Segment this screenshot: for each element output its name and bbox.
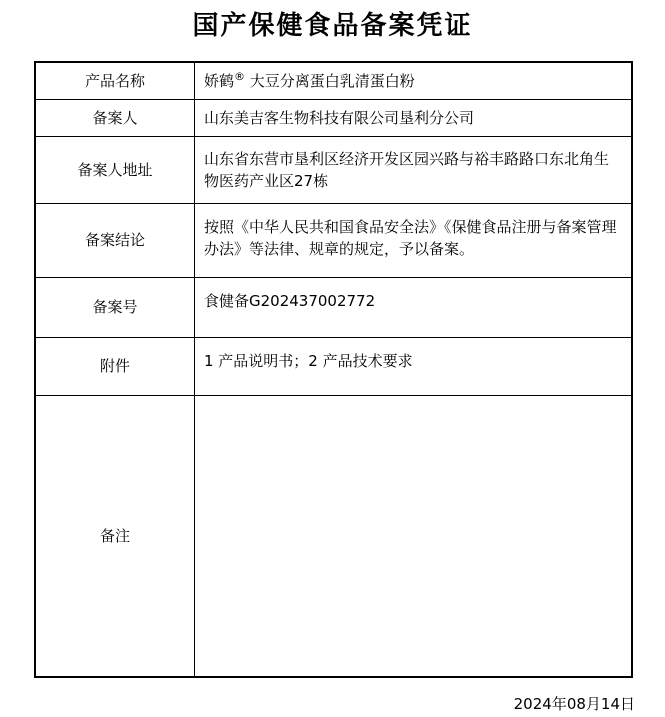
filer-address-label: 备案人地址 [35, 136, 195, 203]
issue-date: 2024年08月14日 [513, 695, 635, 713]
remarks-value [195, 395, 633, 677]
product-name-label: 产品名称 [35, 62, 195, 99]
filing-number-label: 备案号 [35, 277, 195, 337]
filing-number-value: 食健备G202437002772 [195, 277, 633, 337]
conclusion-value: 按照《中华人民共和国食品安全法》《保健食品注册与备案管理办法》等法律、规章的规定，予以备案。 [195, 203, 633, 277]
filing-record-table [34, 61, 633, 678]
filer-address-value: 山东省东营市垦利区经济开发区园兴路与裕丰路路口东北角生物医药产业区27栋 [195, 136, 633, 203]
product-name-value [195, 62, 633, 99]
attachments-value: 1 产品说明书；2 产品技术要求 [195, 337, 633, 395]
registered-trademark-mark: ® [234, 69, 246, 83]
product-brand: 娇鹤 [204, 71, 235, 90]
table-row [35, 277, 632, 337]
table-row [35, 99, 632, 136]
product-name-text: 大豆分离蛋白乳清蛋白粉 [245, 71, 415, 90]
table-row [35, 203, 632, 277]
document-title: 国产保健食品备案凭证 [192, 11, 473, 41]
table-row [35, 337, 632, 395]
table-row [35, 62, 632, 99]
filer-label: 备案人 [35, 99, 195, 136]
filer-value: 山东美吉客生物科技有限公司垦利分公司 [195, 99, 633, 136]
remarks-label: 备注 [35, 395, 195, 677]
attachments-label: 附件 [35, 337, 195, 395]
table-row [35, 136, 632, 203]
table-row [35, 395, 632, 677]
conclusion-label: 备案结论 [35, 203, 195, 277]
